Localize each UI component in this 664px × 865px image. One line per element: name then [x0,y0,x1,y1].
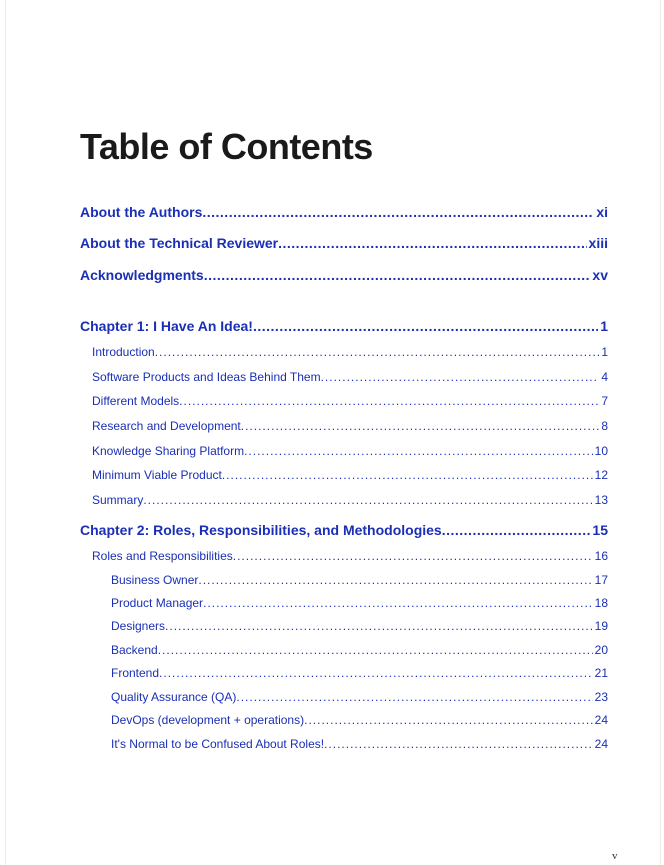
toc-entry-label: Research and Development [92,419,241,433]
leader-dots [198,573,592,587]
toc-entry-label: Chapter 1: I Have An Idea! [80,318,253,334]
toc-entry-label: Knowledge Sharing Platform [92,444,245,458]
toc-entry-page: 24 [594,737,608,751]
leader-dots [203,596,593,610]
toc-entry-page: 17 [594,573,608,587]
toc-entry-label: Business Owner [111,573,199,587]
toc-entry-label: It's Normal to be Confused About Roles! [111,737,325,751]
toc-entry-label: Frontend [111,666,160,680]
toc-entry-page: 23 [594,690,608,704]
leader-dots [179,394,599,408]
toc-entry-technical-reviewer[interactable] [80,235,608,251]
toc-entry-confused-about-roles[interactable] [111,737,608,751]
toc-entry-label: Software Products and Ideas Behind Them [92,370,321,384]
toc-entry-page: xv [592,267,608,283]
leader-dots [159,666,593,680]
toc-entry-page: 21 [594,666,608,680]
toc-entry-knowledge-sharing[interactable] [92,444,608,458]
toc-entry-label: Summary [92,493,144,507]
toc-entry-label: Different Models [92,394,180,408]
toc-entry-mvp[interactable] [92,468,608,482]
leader-dots [204,267,591,283]
leader-dots [143,493,592,507]
leader-dots [233,549,593,563]
toc-entry-label: Acknowledgments [80,267,204,283]
toc-entry-summary[interactable] [92,493,608,507]
leader-dots [278,235,586,251]
leader-dots [236,690,592,704]
toc-entry-product-manager[interactable] [111,596,608,610]
leader-dots [253,318,598,334]
toc-entry-page: 12 [594,468,608,482]
toc-entry-different-models[interactable] [92,394,608,408]
toc-entry-label: About the Technical Reviewer [80,235,279,251]
leader-dots [202,204,594,220]
leader-dots [304,713,593,727]
toc-entry-quality-assurance[interactable] [111,690,608,704]
toc-entry-about-authors[interactable] [80,204,608,220]
toc-entry-chapter-1[interactable] [80,318,608,334]
toc-entry-research-development[interactable] [92,419,608,433]
page-title: Table of Contents [80,126,373,167]
toc-entry-software-products[interactable] [92,370,608,384]
toc-entry-label: Designers [111,619,166,633]
toc-entry-label: Quality Assurance (QA) [111,690,237,704]
document-page [5,0,661,865]
toc-entry-page: 24 [594,713,608,727]
toc-entry-page: 8 [601,419,608,433]
toc-entry-page: 16 [594,549,608,563]
toc-entry-chapter-2[interactable] [80,522,608,538]
page-number: v [612,850,618,862]
toc-entry-page: 20 [594,643,608,657]
toc-entry-label: DevOps (development + operations) [111,713,305,727]
toc-entry-label: Minimum Viable Product [92,468,222,482]
leader-dots [158,643,593,657]
leader-dots [324,737,593,751]
toc-entry-business-owner[interactable] [111,573,608,587]
toc-entry-page: 18 [594,596,608,610]
leader-dots [155,345,600,359]
toc-entry-designers[interactable] [111,619,608,633]
toc-entry-frontend[interactable] [111,666,608,680]
toc-entry-page: xiii [588,235,608,251]
toc-entry-page: 19 [594,619,608,633]
toc-entry-page: 15 [592,522,608,538]
toc-entry-page: 10 [594,444,608,458]
toc-entry-label: Backend [111,643,158,657]
leader-dots [442,522,591,538]
toc-entry-label: Roles and Responsibilities [92,549,233,563]
toc-entry-acknowledgments[interactable] [80,267,608,283]
toc-entry-label: Chapter 2: Roles, Responsibilities, and Methodologies [80,522,442,538]
toc-entry-label: Product Manager [111,596,204,610]
toc-entry-label: Introduction [92,345,155,359]
toc-entry-page: 7 [601,394,608,408]
toc-entry-roles-responsibilities[interactable] [92,549,608,563]
toc-entry-page: 1 [601,345,608,359]
leader-dots [241,419,600,433]
toc-entry-devops[interactable] [111,713,608,727]
leader-dots [222,468,593,482]
leader-dots [244,444,593,458]
toc-entry-page: 4 [601,370,608,384]
toc-entry-introduction[interactable] [92,345,608,359]
leader-dots [165,619,593,633]
toc-entry-page: xi [596,204,608,220]
leader-dots [321,370,600,384]
toc-entry-backend[interactable] [111,643,608,657]
toc-entry-label: About the Authors [80,204,203,220]
toc-entry-page: 13 [594,493,608,507]
toc-entry-page: 1 [600,318,608,334]
